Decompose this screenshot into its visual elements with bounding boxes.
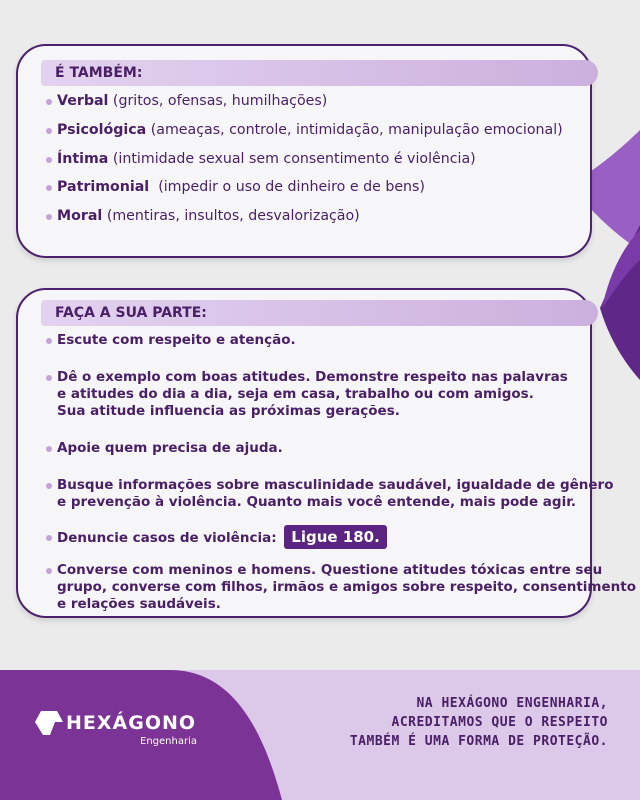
hotline-badge: Ligue 180. (284, 525, 387, 549)
list-item: Converse com meninos e homens. Questione atitudes tóxicas entre seu grupo, converse com filhos, irmãos e amigos sobre respeito, consentimento e relações saudáveis. (46, 562, 636, 613)
list-item: Apoie quem precisa de ajuda. (46, 440, 636, 457)
violence-types-card (16, 44, 592, 258)
slogan: NA HEXÁGONO ENGENHARIA, ACREDITAMOS QUE O RESPEITO TAMBÉM É UMA FORMA DE PROTEÇÃO. (349, 696, 608, 749)
bullet-icon (46, 185, 52, 191)
footer (0, 670, 640, 800)
bullet-icon (46, 128, 52, 134)
violence-types-list (46, 93, 563, 237)
list-item: Psicológica (ameaças, controle, intimidação, manipulação emocional) (46, 122, 563, 139)
list-item: Verbal (gritos, ofensas, humilhações) (46, 93, 563, 110)
list-item: Íntima (intimidade sexual sem consentimento é violência) (46, 151, 563, 168)
bullet-icon (46, 338, 52, 344)
bullet-icon (46, 568, 52, 574)
do-your-part-heading: FAÇA A SUA PARTE: (41, 300, 598, 326)
do-your-part-list (46, 332, 636, 613)
logo-name: HEXÁGONO (66, 712, 197, 734)
do-your-part-card (16, 288, 636, 618)
bullet-icon (46, 214, 52, 220)
violence-types-heading: É TAMBÉM: (41, 60, 598, 86)
bullet-icon (46, 375, 52, 381)
bullet-icon (46, 99, 52, 105)
hexagon-logo-icon (34, 710, 64, 736)
bullet-icon (46, 483, 52, 489)
bullet-icon (46, 535, 52, 541)
list-item: Patrimonial (impedir o uso de dinheiro e de bens) (46, 179, 563, 196)
list-item: Moral (mentiras, insultos, desvalorização) (46, 208, 563, 225)
list-item: Busque informações sobre masculinidade saudável, igualdade de gênero e prevenção à violência. Quanto mais você entende, mais pode agir. (46, 477, 636, 511)
list-item: Escute com respeito e atenção. (46, 332, 636, 349)
list-item: Dê o exemplo com boas atitudes. Demonstre respeito nas palavras e atitudes do dia a dia, seja em casa, trabalho ou com amigos. Sua atitude influencia as próximas gerações. (46, 369, 636, 420)
bullet-icon (46, 157, 52, 163)
bullet-icon (46, 446, 52, 452)
list-item: Denuncie casos de violência: Ligue 180. (46, 525, 636, 550)
logo-subtitle: Engenharia (140, 736, 197, 747)
